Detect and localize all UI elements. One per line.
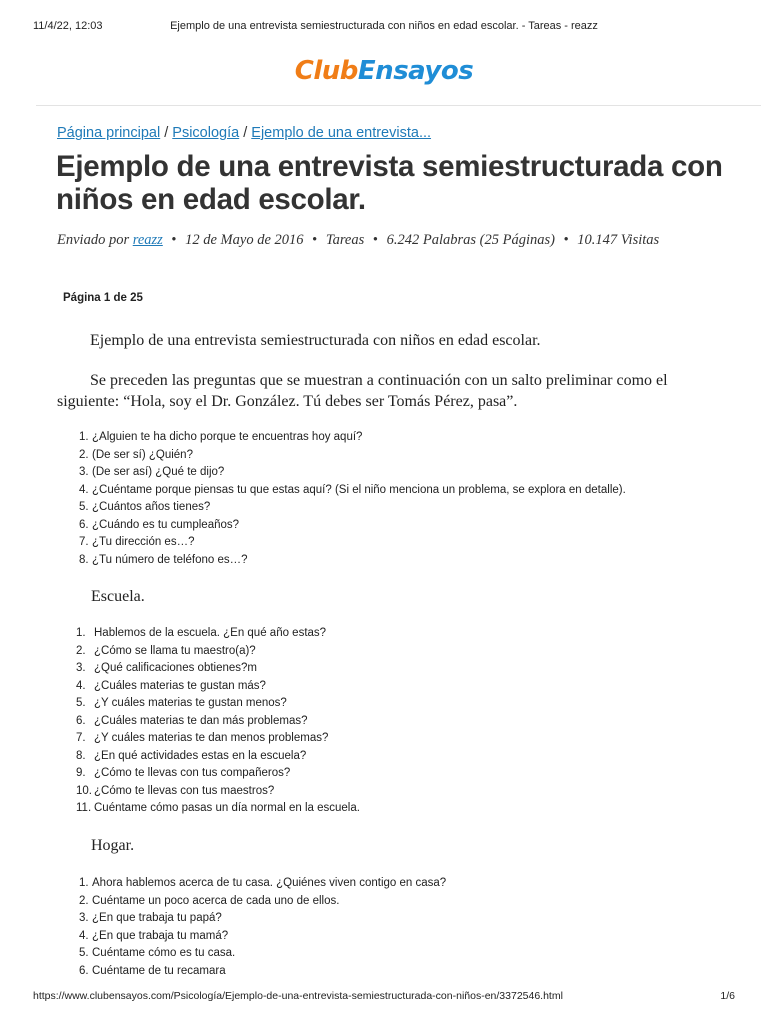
questions-list-hogar bbox=[79, 875, 446, 980]
list-item: 5. ¿Y cuáles materias te gustan menos? bbox=[76, 697, 287, 709]
list-item: 2. Cuéntame un poco acerca de cada uno de ellos. bbox=[79, 894, 340, 907]
breadcrumb bbox=[57, 125, 431, 141]
list-item: 11. Cuéntame cómo pasas un día normal en la escuela. bbox=[76, 802, 360, 814]
list-item: 1. ¿Alguien te ha dicho porque te encuentras hoy aquí? bbox=[79, 431, 363, 443]
list-item: 5. ¿Cuántos años tienes? bbox=[79, 501, 211, 513]
list-item: 4. ¿Cuéntame porque piensas tu que estas aquí? (Si el niño menciona un problema, se explora en detalle). bbox=[79, 483, 626, 496]
list-item: 6. Cuéntame de tu recamara bbox=[79, 964, 226, 977]
page-indicator: Página 1 de 25 bbox=[63, 292, 143, 304]
meta-visits: 10.147 Visitas bbox=[577, 232, 660, 248]
print-datetime: 11/4/22, 12:03 bbox=[33, 20, 103, 32]
breadcrumb-separator: / bbox=[160, 125, 173, 141]
meta-date: 12 de Mayo de 2016 bbox=[185, 232, 304, 248]
questions-list-general bbox=[79, 429, 626, 569]
list-item: 6. ¿Cuáles materias te dan más problemas? bbox=[76, 714, 308, 727]
list-item: 1. Ahora hablemos acerca de tu casa. ¿Quiénes viven contigo en casa? bbox=[79, 877, 447, 889]
list-item: 1. Hablemos de la escuela. ¿En qué año estas? bbox=[76, 627, 327, 639]
list-item: 4. ¿Cuáles materias te gustan más? bbox=[76, 679, 266, 692]
list-item: 7. ¿Tu dirección es…? bbox=[79, 536, 195, 548]
list-item: 5. Cuéntame cómo es tu casa. bbox=[79, 947, 236, 959]
list-item: 8. ¿Tu número de teléfono es…? bbox=[79, 553, 248, 566]
logo-club: Club bbox=[294, 56, 358, 86]
meta-bullet: • bbox=[171, 232, 177, 248]
section-heading-hogar: Hogar. bbox=[91, 837, 135, 854]
meta-category: Tareas bbox=[325, 232, 365, 248]
list-item: 7. ¿Y cuáles materias te dan menos problemas? bbox=[76, 732, 329, 744]
meta-bullet: • bbox=[563, 232, 569, 248]
intro-heading: Ejemplo de una entrevista semiestructurada con niños en edad escolar. bbox=[90, 332, 541, 349]
list-item: 6. ¿Cuándo es tu cumpleaños? bbox=[79, 518, 240, 531]
print-header bbox=[0, 0, 768, 40]
list-item: 3. (De ser así) ¿Qué te dijo? bbox=[79, 466, 225, 478]
intro-paragraph: Se preceden las preguntas que se muestran a continuación con un salto preliminar como el siguiente: “Hola, soy el Dr. González. Tú debes ser Tomás Pérez, pasa”. bbox=[57, 372, 668, 410]
print-url: https://www.clubensayos.com/Psicología/Ejemplo-de-una-entrevista-semiestructurada-con-niños-en/3372546.html bbox=[33, 990, 563, 1002]
list-item: 2. ¿Cómo se llama tu maestro(a)? bbox=[76, 644, 256, 657]
breadcrumb-current-link[interactable]: Ejemplo de una entrevista... bbox=[251, 125, 432, 141]
logo-ensayos: Ensayos bbox=[357, 56, 474, 86]
list-item: 9. ¿Cómo te llevas con tus compañeros? bbox=[76, 767, 291, 779]
header-divider bbox=[36, 105, 761, 106]
author-link[interactable]: reazz bbox=[132, 232, 163, 248]
breadcrumb-separator: / bbox=[239, 125, 252, 141]
sent-by-label: Enviado por bbox=[57, 232, 130, 248]
print-page-number: 1/6 bbox=[720, 990, 735, 1002]
breadcrumb-home-link[interactable]: Página principal bbox=[57, 125, 161, 141]
list-item: 3. ¿Qué calificaciones obtienes?m bbox=[76, 662, 257, 674]
breadcrumb-category-link[interactable]: Psicología bbox=[172, 125, 240, 141]
list-item: 10. ¿Cómo te llevas con tus maestros? bbox=[76, 784, 275, 797]
page-title: Ejemplo de una entrevista semiestructurada con niños en edad escolar. bbox=[56, 150, 723, 216]
list-item: 4. ¿En que trabaja tu mamá? bbox=[79, 929, 229, 942]
section-heading-escuela: Escuela. bbox=[91, 588, 145, 605]
meta-bullet: • bbox=[312, 232, 318, 248]
meta-bullet: • bbox=[372, 232, 378, 248]
questions-list-escuela bbox=[76, 625, 360, 818]
list-item: 2. (De ser sí) ¿Quién? bbox=[79, 448, 193, 461]
meta-words: 6.242 Palabras (25 Páginas) bbox=[386, 232, 555, 248]
site-logo[interactable] bbox=[0, 56, 768, 86]
print-doc-title: Ejemplo de una entrevista semiestructurada con niños en edad escolar. - Tareas - reazz bbox=[170, 20, 598, 32]
document-meta bbox=[57, 232, 659, 249]
list-item: 3. ¿En que trabaja tu papá? bbox=[79, 912, 222, 924]
list-item: 8. ¿En qué actividades estas en la escuela? bbox=[76, 749, 307, 762]
